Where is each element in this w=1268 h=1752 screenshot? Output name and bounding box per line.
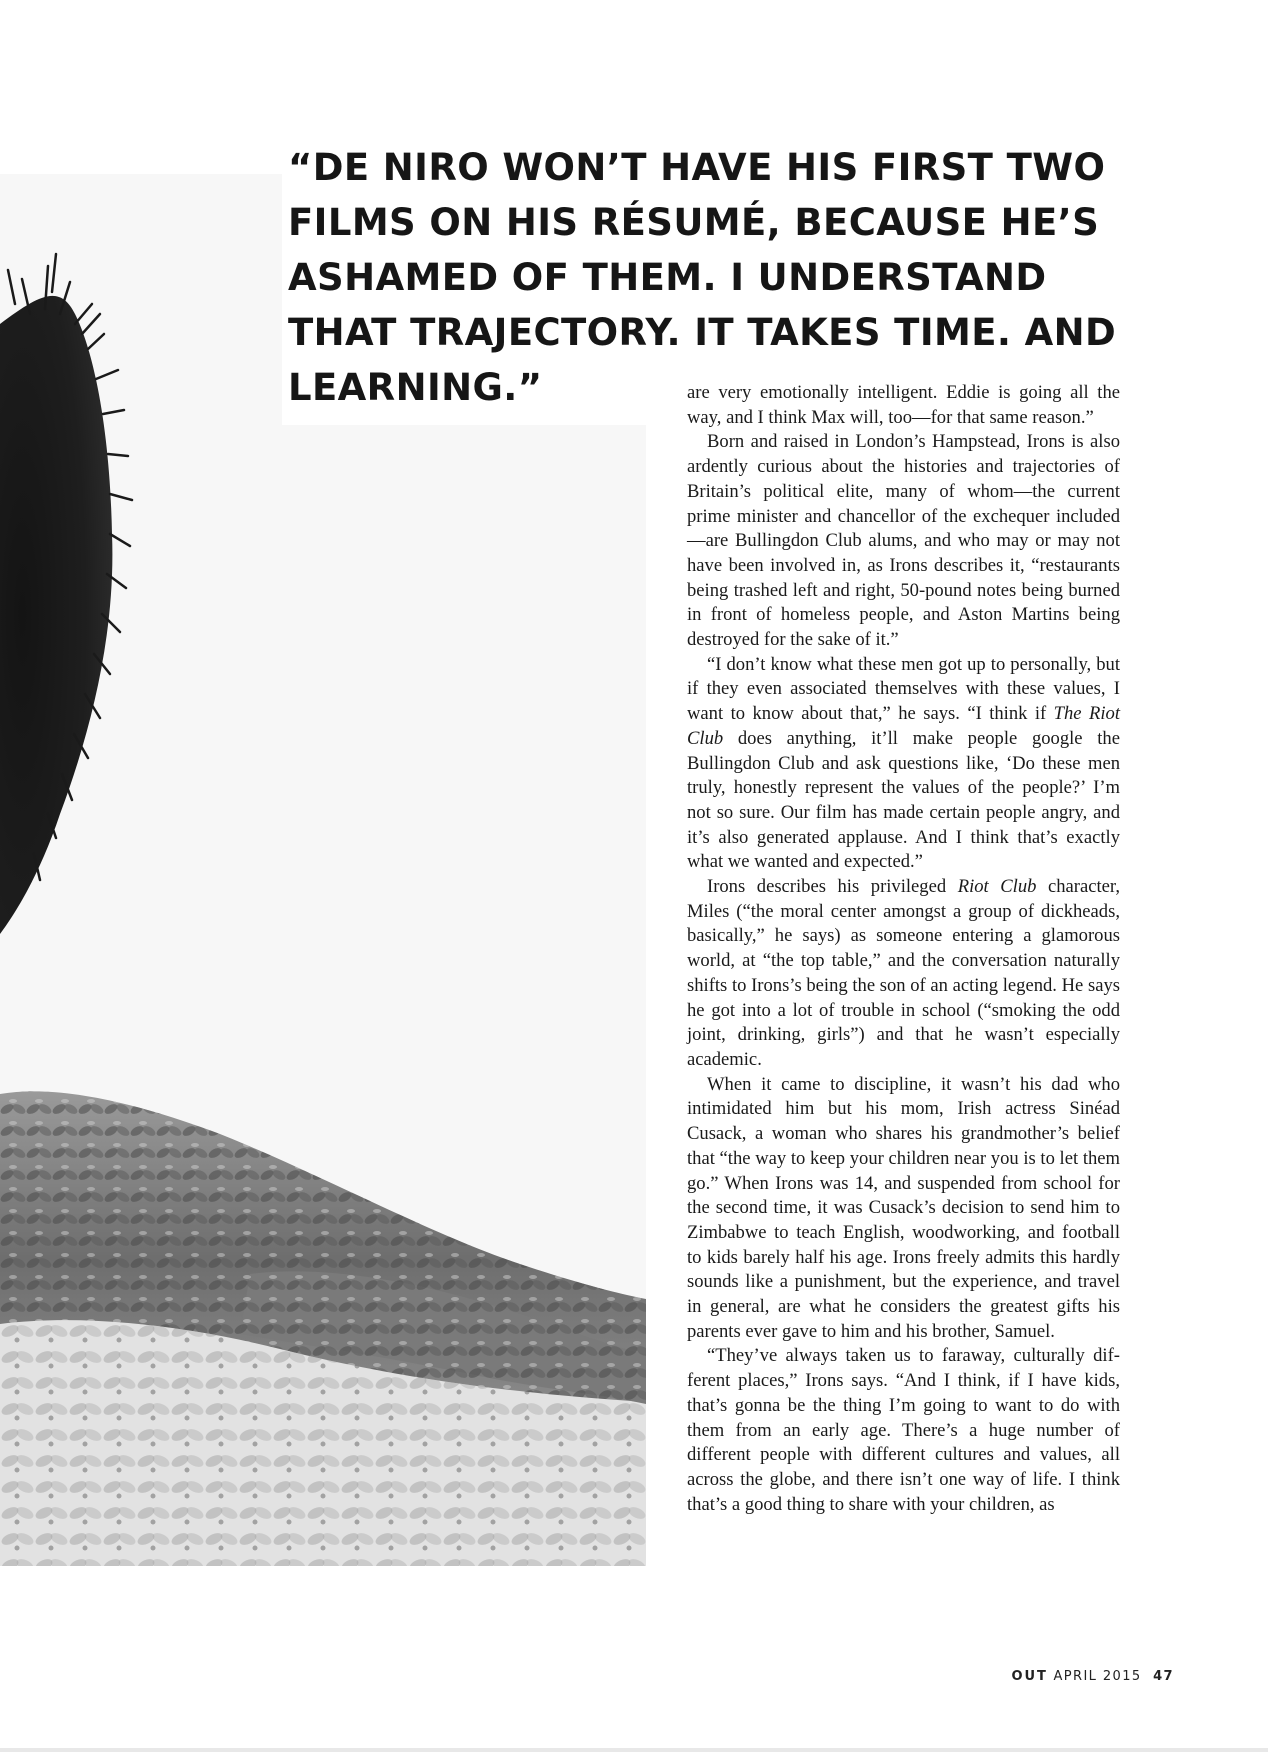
text-run: “They’ve always taken us to faraway, culturally different places,” Irons says. “And I think, if I have kids, that’s gonna be the thing I’m going to want to do with them from an early age. There’s a huge number of different people with different cultures and values, all across the globe, and there isn’t one way of life. I think that’s a good thing to share with your children, as [687,1345,1120,1515]
article-paragraph [687,381,1120,430]
magazine-name: OUT [1011,1669,1048,1684]
text-run: character, Miles (“the moral center amongst a group of dickheads, basically,” he says) as someone entering a glamorous world, at “the top table,” and the conversation naturally shifts to Irons’s being the son of an acting legend. He says he got into a lot of trouble in school (“smoking the odd joint, drinking, girls”) and that he wasn’t especially academic. [687,876,1121,1070]
text-run: are very emotionally intelligent. Eddie is going all the way, and I think Max will, too—for that same reason.” [687,382,1120,428]
italic-title: The Riot Club [687,703,1120,749]
article-paragraph [687,1073,1120,1345]
pull-quote: “DE NIRO WON’T HAVE HIS FIRST TWO FILMS ON HIS RÉSUMÉ, BECAUSE HE’S ASHAMED OF THEM. I UNDERSTAND THAT TRAJECTORY. IT TAKES TIME. AND LEARNING.” [282,130,1132,425]
text-run: does anything, it’ll make people google the Bullingdon Club and ask questions like, ‘Do these men truly, honestly represent the values of the people?’ I’m not so sure. Our film has made certain people angry, and it’s also generated applause. And I think that’s exactly what we wanted and expected.” [687,727,1120,873]
article-body [687,381,1120,1517]
article-paragraph [687,1344,1120,1517]
issue-date: APRIL 2015 [1053,1669,1142,1684]
article-paragraph [687,430,1120,652]
text-run: Irons describes his privileged [707,876,958,898]
text-run: When it came to discipline, it wasn’t his dad who intimidated him but his mom, Irish actress Sinéad Cusack, a woman who shares his grandmother’s belief that “the way to keep your children near you is to let them go.” When Irons was 14, and suspended from school for the second time, it was Cusack’s decision to send him to Zimbabwe to teach English, woodworking, and football to kids barely half his age. Irons freely admits this hardly sounds like a punishment, but the experience, and travel in general, are what he considers the greatest gifts his parents ever gave to him and his brother, Samuel. [687,1073,1120,1342]
page-number: 47 [1153,1669,1174,1684]
article-paragraph [687,875,1120,1073]
italic-title: Riot Club [957,876,1037,898]
bottom-rule [0,1748,1268,1752]
page-footer [1011,1669,1174,1684]
text-run: Born and raised in London’s Hampstead, Irons is also ardently curious about the histories and trajectories of Britain’s political elite, many of whom—the current prime minister and chancellor of the exchequer included—are Bullingdon Club alums, and who may or may not have been involved in, as Irons describes it, “restaurants being trashed left and right, 50-pound notes being burned in front of homeless people, and Aston Martins being destroyed for the sake of it.” [687,431,1120,651]
text-run: “I don’t know what these men got up to personally, but if they even associated themselves with these values, I want to know about that,” he says. “I think if [687,653,1120,725]
article-paragraph [687,653,1120,875]
